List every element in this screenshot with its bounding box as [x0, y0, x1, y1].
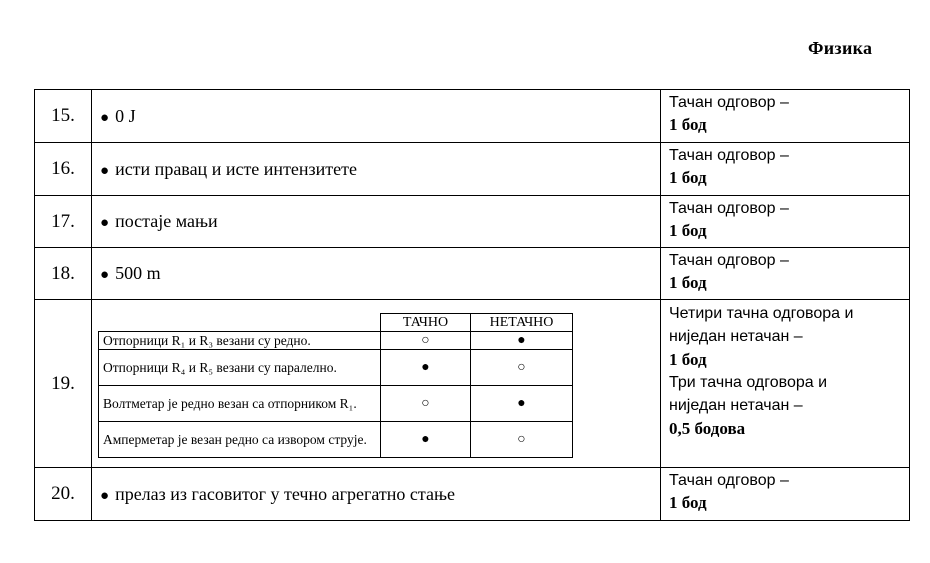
true-radio: ○ [381, 386, 471, 422]
points-value: 1 бод [669, 350, 707, 369]
table-row [35, 196, 910, 248]
answer-cell [92, 248, 661, 300]
bullet-icon: ● [100, 162, 110, 179]
answer-cell [92, 468, 661, 521]
bullet-icon: ● [100, 215, 110, 231]
points-value: 1 бод [669, 115, 707, 134]
column-header-false: НЕТАЧНО [471, 314, 573, 332]
points-cell [661, 248, 910, 300]
false-radio: ○ [471, 422, 573, 458]
points-value: 1 бод [669, 273, 707, 292]
points-text: Тачан одговор – [669, 147, 789, 164]
bullet-icon: ● [100, 487, 110, 504]
points-cell [661, 468, 910, 521]
points-text: ниједан нетачан – [669, 397, 803, 414]
table-row [35, 143, 910, 196]
answer-key-table [34, 89, 910, 521]
table-row [35, 468, 910, 521]
question-number: 16. [35, 143, 92, 196]
page-header-subject: Физика [808, 38, 873, 58]
points-cell [661, 196, 910, 248]
answer-cell [92, 90, 661, 143]
answer-text: 500 m [115, 263, 161, 283]
question-number: 18. [35, 248, 92, 300]
answer-cell [92, 300, 661, 468]
statement-text: Отпорници R₄ и R₅ везани су паралелно. [99, 350, 381, 386]
answer-text: 0 J [115, 105, 136, 126]
table-row [35, 248, 910, 300]
false-radio: ● [471, 332, 573, 350]
points-value: 1 бод [669, 221, 707, 240]
true-false-table [98, 313, 573, 458]
points-text: Тачан одговор – [669, 252, 789, 269]
table-row [99, 350, 573, 386]
points-value: 1 бод [669, 493, 707, 512]
points-text: Четири тачна одговора и [669, 305, 854, 322]
points-cell [661, 90, 910, 143]
answer-text: исти правац и исте интензитете [115, 158, 358, 179]
statement-text: Волтметар је редно везан са отпорником R₁. [99, 386, 381, 422]
answer-cell [92, 196, 661, 248]
question-number: 19. [35, 300, 92, 468]
points-cell [661, 143, 910, 196]
answer-text: прелаз из гасовитог у течно агрегатно стање [115, 483, 455, 504]
false-radio: ● [471, 386, 573, 422]
bullet-icon: ● [100, 109, 110, 126]
points-value: 0,5 бодова [669, 419, 746, 438]
points-cell [661, 300, 910, 468]
table-row [35, 300, 910, 468]
points-text: Тачан одговор – [669, 200, 789, 217]
true-radio: ○ [381, 332, 471, 350]
question-number: 20. [35, 468, 92, 521]
points-text: ниједан нетачан – [669, 328, 803, 345]
true-radio: ● [381, 350, 471, 386]
statement-text: Амперметар је везан редно са извором струје. [99, 422, 381, 458]
false-radio: ○ [471, 350, 573, 386]
points-value: 1 бод [669, 168, 707, 187]
question-number: 17. [35, 196, 92, 248]
table-row [99, 422, 573, 458]
points-text: Тачан одговор – [669, 94, 789, 111]
answer-text: постаје мањи [115, 211, 218, 231]
answer-cell [92, 143, 661, 196]
column-header-true: ТАЧНО [381, 314, 471, 332]
table-row [35, 90, 910, 143]
points-text: Три тачна одговора и [669, 374, 828, 391]
table-row [99, 332, 573, 350]
statement-text: Отпорници R₁ и R₃ везани су редно. [99, 332, 381, 350]
points-text: Тачан одговор – [669, 472, 789, 489]
question-number: 15. [35, 90, 92, 143]
table-row [99, 386, 573, 422]
bullet-icon: ● [100, 267, 110, 283]
true-radio: ● [381, 422, 471, 458]
